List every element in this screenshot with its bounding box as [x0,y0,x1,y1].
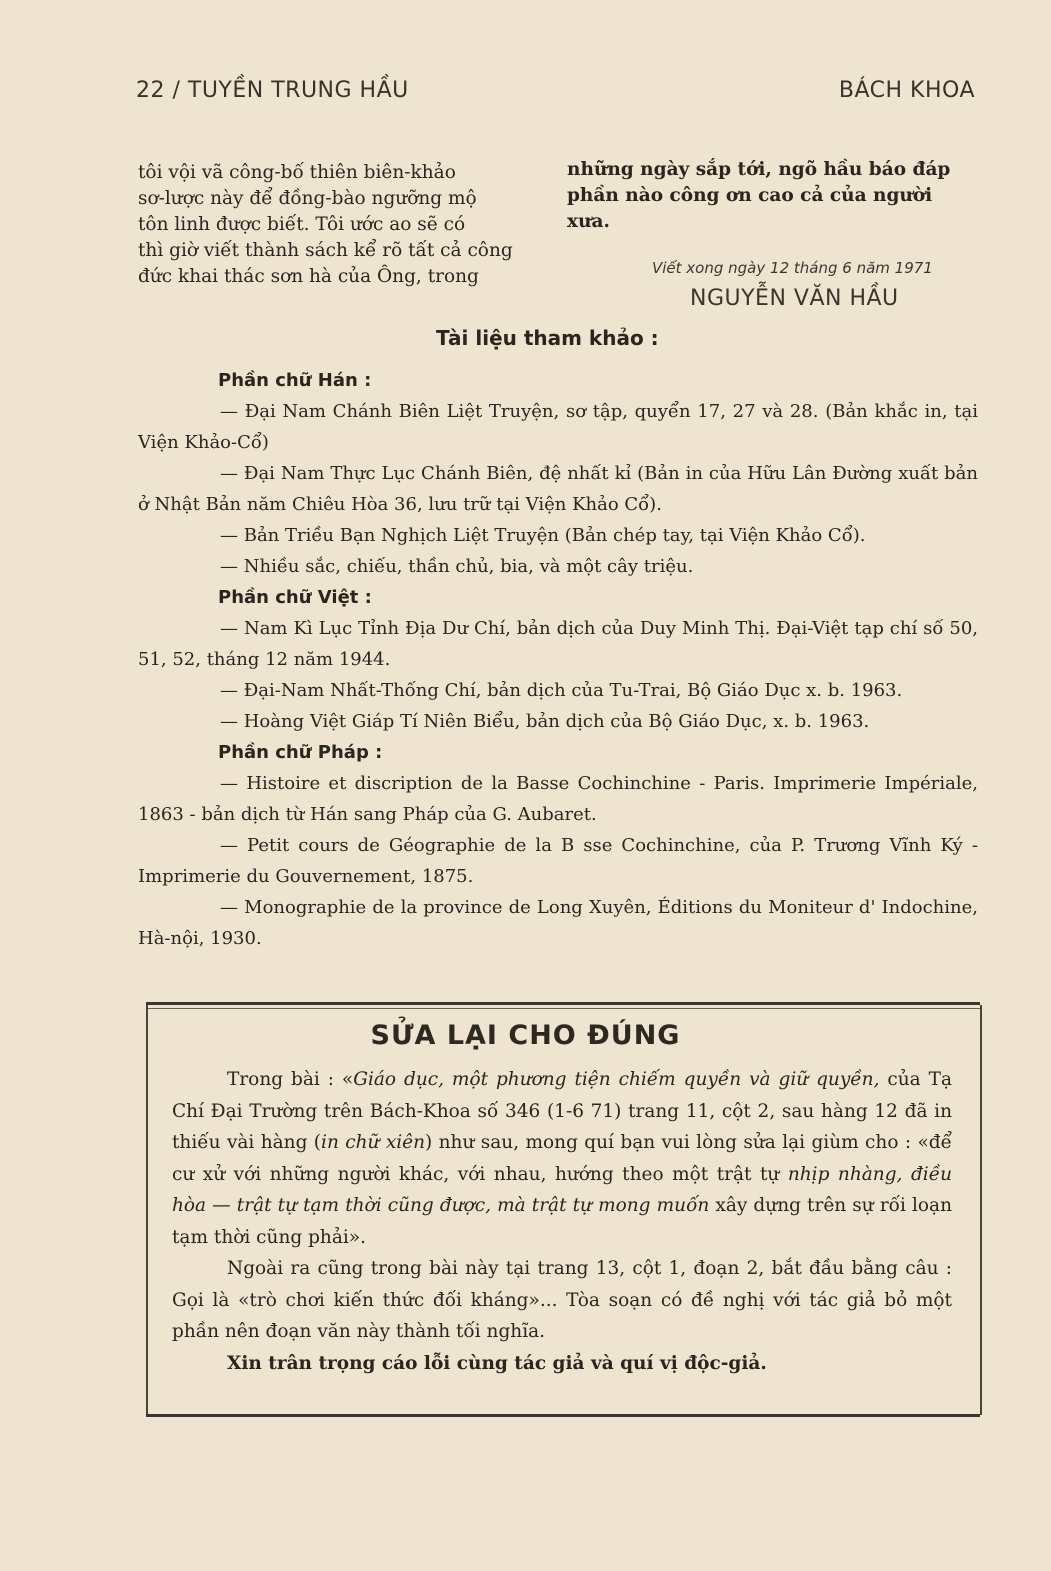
apology-line: Xin trân trọng cáo lỗi cùng tác giả và quí vị độc-giả. [227,1352,767,1374]
section-heading: Phần chữ Việt : [218,587,372,608]
intro-line: những ngày sắp tới, ngõ hầu báo đáp [567,159,951,180]
text-run: Trong bài : « [227,1069,354,1090]
correction-body [172,1064,952,1379]
reference-item: — Đại Nam Chánh Biên Liệt Truyện, sơ tập, quyển 17, 27 và 28. (Bản khắc in, tại Viện Khảo-Cổ) [138,401,978,453]
reference-item: — Histoire et discription de la Basse Cochinchine - Paris. Imprimerie Impériale, 1863 - bản dịch từ Hán sang Pháp của G. Aubaret. [138,773,978,825]
text-run: của Tạ Chí Đại Trường trên Bách-Khoa số 346 (1-6 71) trang 11, cột 2, sau hàng 12 đã in thiếu vài hàng ( [172,1069,952,1153]
intro-line: tôi vội vã công-bố thiên biên-khảo [138,162,456,183]
box-bottom-rule [146,1414,980,1417]
running-header-right: BÁCH KHOA [838,78,975,103]
reference-item: — Nhiều sắc, chiếu, thần chủ, bia, và một cây triệu. [220,556,694,577]
references-title: Tài liệu tham khảo : [436,326,659,350]
text-run: xây dựng trên sự rối loạn tạm thời cũng phải». [172,1195,952,1248]
reference-item: — Bản Triều Bạn Nghịch Liệt Truyện (Bản chép tay, tại Viện Khảo Cổ). [220,525,866,546]
italic-run: nhịp nhàng, điều hòa — trật tự tạm thời cũng được, mà trật tự mong muốn [172,1163,952,1216]
intro-line: xưa. [567,211,610,232]
reference-item: — Đại-Nam Nhất-Thống Chí, bản dịch của Tu-Trai, Bộ Giáo Dục x. b. 1963. [220,680,903,701]
intro-line: thì giờ viết thành sách kể rõ tất cả công [138,240,513,261]
text-run: ) như sau, mong quí bạn vui lòng sửa lại giùm cho : «để cư xử với những người khác, với nhau, hướng theo một trật tự [172,1132,952,1185]
reference-item: — Monographie de la province de Long Xuyên, Éditions du Moniteur d' Indochine, Hà-nội, 1930. [138,897,978,949]
intro-line: phần nào công ơn cao cả của người [567,185,933,206]
correction-paragraph [172,1064,952,1253]
correction-title: SỬA LẠI CHO ĐÚNG [370,1020,681,1051]
reference-item: — Nam Kì Lục Tỉnh Địa Dư Chí, bản dịch của Duy Minh Thị. Đại-Việt tạp chí số 50, 51, 52, tháng 12 năm 1944. [138,618,978,670]
section-heading: Phần chữ Hán : [218,370,372,391]
section-heading: Phần chữ Pháp : [218,742,383,763]
running-header-left: 22 / TUYỀN TRUNG HẦU [136,78,409,103]
signature-date: Viết xong ngày 12 tháng 6 năm 1971 [652,259,933,277]
italic-run: in chữ xiên [321,1132,426,1153]
intro-right-column [567,157,982,235]
references-list [138,365,978,954]
italic-run: Giáo dục, một phương tiện chiếm quyền và giữ quyền, [353,1069,880,1090]
reference-item: — Đại Nam Thực Lục Chánh Biên, đệ nhất kỉ (Bản in của Hữu Lân Đường xuất bản ở Nhật Bản năm Chiêu Hòa 36, lưu trữ tại Viện Khảo Cổ). [138,463,978,515]
reference-item: — Petit cours de Géographie de la B sse Cochinchine, của P. Trương Vĩnh Ký - Imprimerie du Gouvernement, 1875. [138,835,978,887]
author-signature: NGUYỄN VĂN HẦU [690,286,899,311]
intro-left-column [138,160,548,290]
intro-line: tôn linh được biết. Tôi ước ao sẽ có [138,214,466,235]
reference-item: — Hoàng Việt Giáp Tí Niên Biểu, bản dịch của Bộ Giáo Dục, x. b. 1963. [220,711,870,732]
correction-paragraph: Ngoài ra cũng trong bài này tại trang 13, cột 1, đoạn 2, bắt đầu bằng câu : Gọi là «trò chơi kiến thức đối kháng»... Tòa soạn có đề nghị với tác giả bỏ một phần nên đoạn văn này thành tối nghĩa. [172,1258,952,1342]
intro-line: đức khai thác sơn hà của Ông, trong [138,266,479,287]
intro-line: sơ-lược này để đồng-bào ngưỡng mộ [138,188,477,209]
